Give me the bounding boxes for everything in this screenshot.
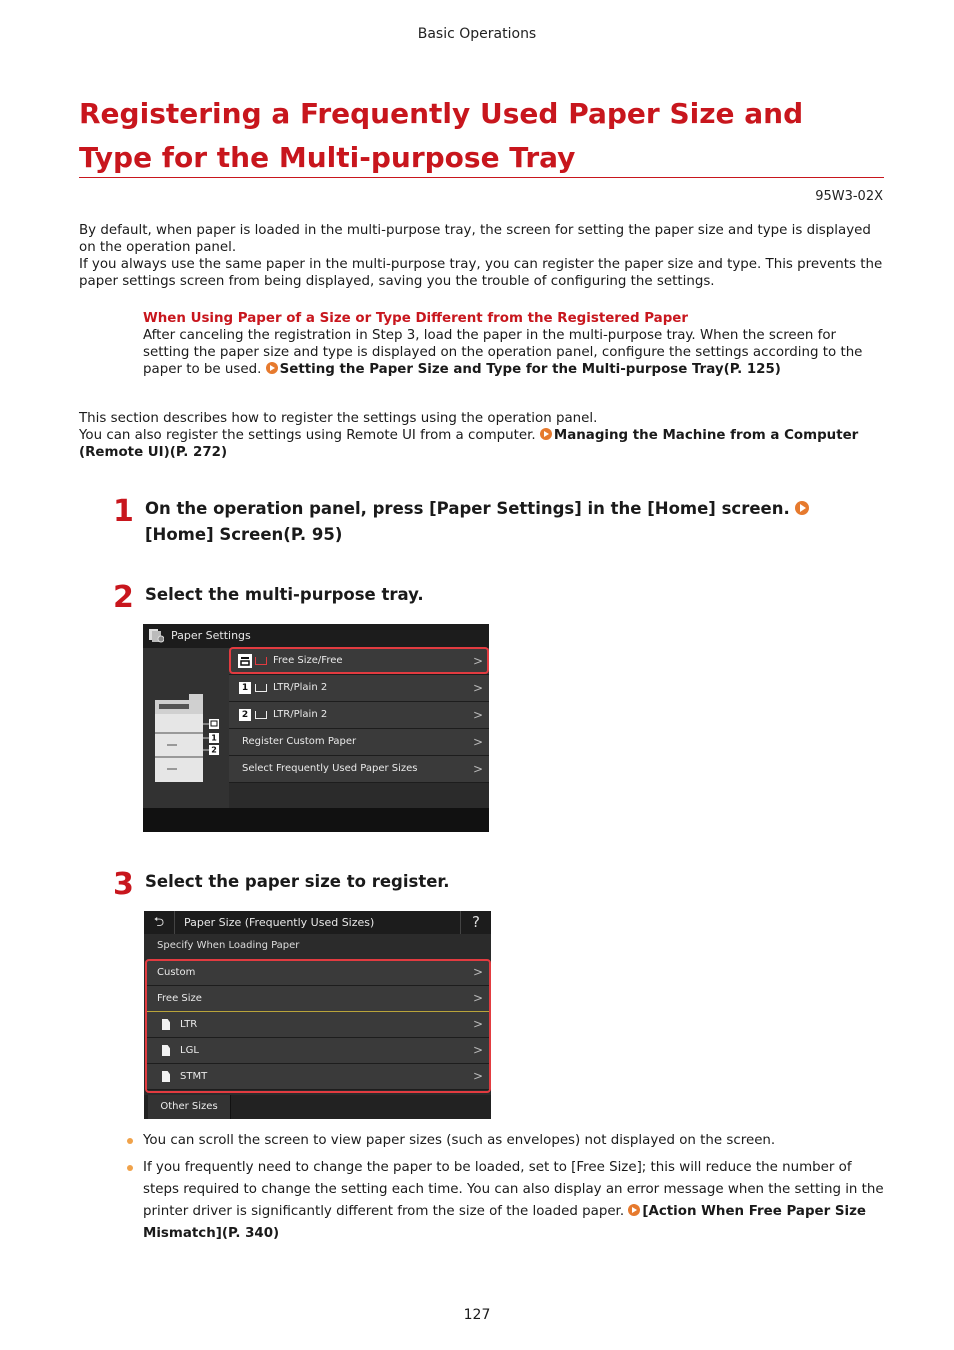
link-arrow-icon [628,1204,640,1216]
list-item-label: Free Size [157,993,202,1004]
bullet-icon [127,1165,133,1171]
chevron-right-icon: > [472,1017,483,1031]
step-text-1 [145,496,845,548]
intro-line-2: If you always use the same paper in the multi-purpose tray, you can register the paper size and type. This prevents the paper settings screen from being displayed, saving you the trouble of configuring the settings. [79,257,883,289]
chevron-right-icon: > [472,965,483,979]
chevron-right-icon: > [472,1069,483,1083]
step-number-1: 1 [113,494,134,529]
section-line-1: This section describes how to register the settings using the operation panel. [79,411,598,426]
page-title: Registering a Frequently Used Paper Size and Type for the Multi-purpose Tray [79,97,804,174]
chevron-right-icon: > [472,681,483,695]
list-item-label: LTR [180,1019,198,1030]
list-item-frequently-used-sizes[interactable] [229,756,489,783]
svg-text:2: 2 [211,745,217,755]
list-item-label: Register Custom Paper [242,736,357,747]
drawer-1-badge: 1 [239,682,251,694]
chevron-right-icon: > [472,735,483,749]
section-line-2-text: You can also register the settings using Remote UI from a computer. [79,428,540,443]
list-item-label: LGL [180,1045,199,1056]
step-1-text: On the operation panel, press [Paper Settings] in the [Home] screen. [145,499,796,518]
printer-icon [143,648,229,808]
doc-id: 95W3-02X [815,189,883,204]
chevron-right-icon: > [472,708,483,722]
help-icon[interactable]: ? [460,911,491,934]
chevron-right-icon: > [472,991,483,1005]
page-number: 127 [463,1307,491,1323]
screen-title-bar [143,624,489,648]
drawer-2-badge: 2 [239,709,251,721]
intro-text [79,222,884,290]
list-item-label: Free Size/Free [273,655,343,666]
highlight-frame [229,647,489,674]
step-text-3: Select the paper size to register. [145,872,450,891]
step-number-3: 3 [113,867,134,902]
screen-subtitle [144,934,491,958]
link-arrow-icon [266,362,278,374]
free-size-mismatch-link[interactable]: [Action When Free Paper Size Mismatch](P. 340) [143,1204,866,1241]
list-item-label: LTR/Plain 2 [273,682,328,693]
note-link[interactable]: Setting the Paper Size and Type for the Multi-purpose Tray(P. 125) [279,362,781,377]
tray-icon [255,711,267,719]
title-rule [79,177,884,178]
printer-illustration-panel [143,648,229,808]
list-item [124,1130,884,1152]
list-item-label: Custom [157,967,196,978]
screen-bottom-bar [143,808,489,832]
link-arrow-icon [540,428,552,440]
list-item-drawer-1[interactable] [229,675,489,702]
paper-settings-icon [148,628,164,643]
note-block [143,310,878,378]
back-icon[interactable]: ⮌ [144,911,175,934]
screen-title-bar [144,911,491,934]
chevron-right-icon: > [472,762,483,776]
tips-list [124,1130,884,1250]
list-item-label: STMT [180,1071,208,1082]
link-arrow-icon [795,501,809,515]
bullet-text: If you frequently need to change the paper to be loaded, set to [Free Size]; this will reduce the number of steps required to change the setting each time. You can also display an error message when the setting in the printer driver is significantly different from the size of the loaded paper. [143,1160,884,1219]
list-item-register-custom-paper[interactable] [229,729,489,756]
bullet-icon [127,1138,133,1144]
screen-title: Paper Size (Frequently Used Sizes) [184,916,375,929]
note-heading: When Using Paper of a Size or Type Different from the Registered Paper [143,311,688,326]
paper-size-screen [144,911,491,1119]
remote-ui-link[interactable]: Managing the Machine from a Computer (Remote UI)(P. 272) [79,428,859,460]
tray-icon [255,684,267,692]
list-item-label: LTR/Plain 2 [273,709,328,720]
running-header: Basic Operations [417,26,537,42]
section-line-2 [79,427,884,461]
other-sizes-button[interactable]: Other Sizes [148,1095,231,1119]
bullet-text: You can scroll the screen to view paper sizes (such as envelopes) not displayed on the screen. [143,1133,776,1148]
step-number-2: 2 [113,580,134,615]
step-text-2: Select the multi-purpose tray. [145,585,424,604]
highlight-frame [145,959,491,1093]
paper-settings-screen [143,624,489,832]
intro-line-1: By default, when paper is loaded in the multi-purpose tray, the screen for setting the paper size and type is displayed on the operation panel. [79,223,871,255]
note-body [143,327,878,378]
list-item-label: Select Frequently Used Paper Sizes [242,763,418,774]
home-screen-link[interactable]: [Home] Screen(P. 95) [145,525,343,544]
chevron-right-icon: > [472,654,483,668]
screen-title: Paper Settings [171,629,251,642]
list-item-drawer-2[interactable] [229,702,489,729]
chevron-right-icon: > [472,1043,483,1057]
subtitle-text: Specify When Loading Paper [157,940,300,951]
section-text [79,410,884,461]
note-body-text: After canceling the registration in Step 3, load the paper in the multi-purpose tray. When the screen for setting the paper size and type is displayed on the operation panel, configure the settings according to the paper to be used. [143,328,863,377]
svg-text:1: 1 [211,733,217,743]
list-item [124,1157,884,1245]
